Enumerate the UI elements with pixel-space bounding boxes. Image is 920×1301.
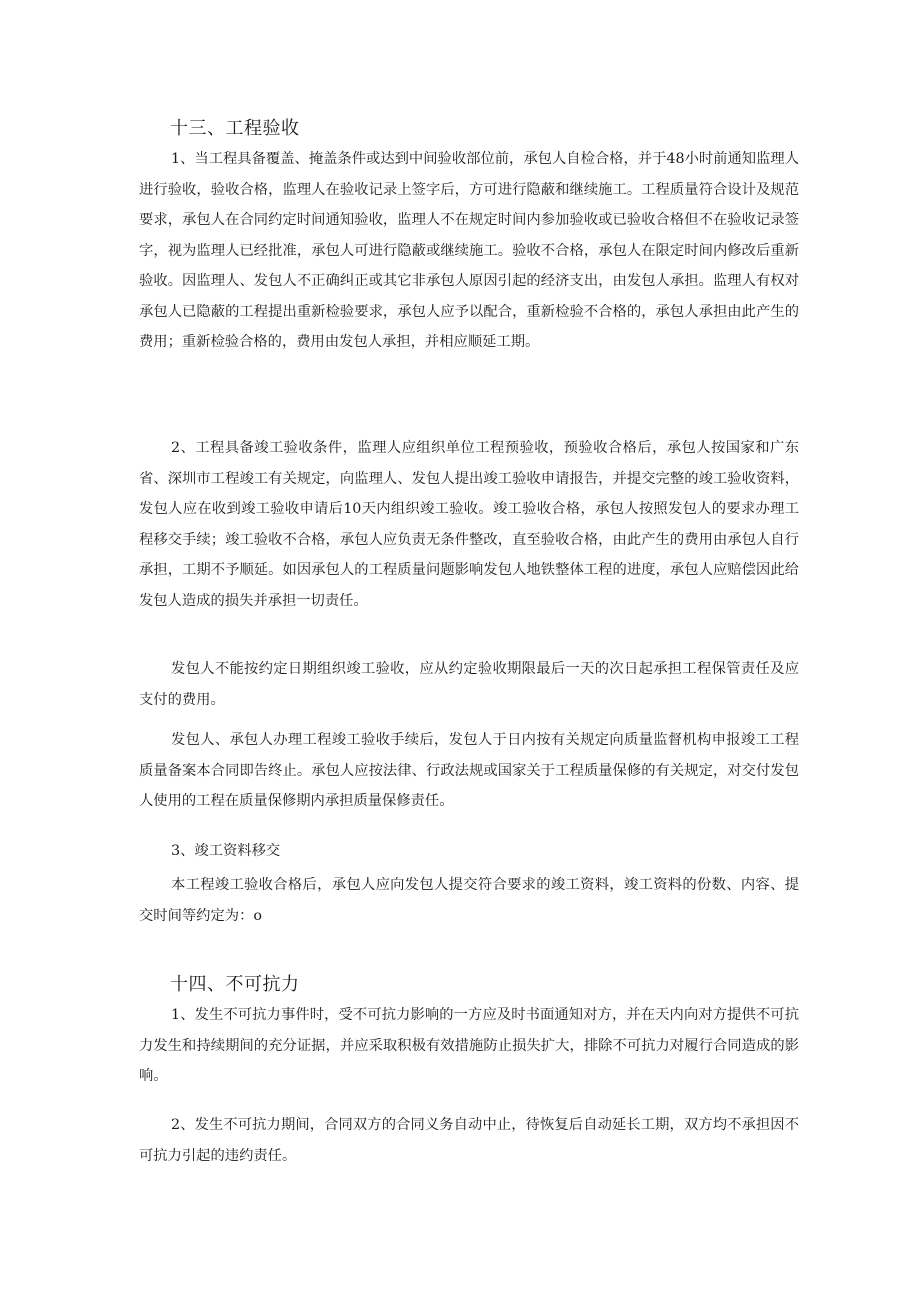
section-13-paragraph-4: 发包人、承包人办理工程竣工验收手续后，发包人于日内按有关规定向质量监督机构申报竣工工程质量备案本合同即告终止。承包人应按法律、行政法规或国家关于工程质量保修的有关规定，对交付发包人使用的工程在质量保修期内承担质量保修责任。 (139, 732, 799, 809)
section-14-title: 十四、不可抗力 (170, 974, 300, 995)
section-13-paragraph-2: 2、工程具备竣工验收条件，监理人应组织单位工程预验收，预验收合格后，承包人按国家和广东省、深圳市工程竣工有关规定，向监理人、发包人提出竣工验收申请报告，并提交完整的竣工验收资料，发包人应在收到竣工验收申请后10天内组织竣工验收。竣工验收合格，承包人按照发包人的要求办理工程移交手续；竣工验收不合格，承包人应负责无条件整改，直至验收合格，由此产生的费用由承包人自行承担，工期不予顺延。如因承包人的工程质量问题影响发包人地铁整体工程的进度，承包人应赔偿因此给发包人造成的损失并承担一切责任。 (139, 440, 799, 609)
section-13-paragraph-3: 发包人不能按约定日期组织竣工验收，应从约定验收期限最后一天的次日起承担工程保管责任及应支付的费用。 (139, 661, 799, 708)
section-14-paragraph-1: 1、发生不可抗力事件时，受不可抗力影响的一方应及时书面通知对方，并在天内向对方提供不可抗力发生和持续期间的充分证据，并应采取积极有效措施防止损失扩大，排除不可抗力对履行合同造成的影响。 (139, 1007, 799, 1084)
section-13-paragraph-1: 1、当工程具备覆盖、掩盖条件或达到中间验收部位前，承包人自检合格，并于48小时前通知监理人进行验收，验收合格，监理人在验收记录上签字后，方可进行隐蔽和继续施工。工程质量符合设计及规范要求，承包人在合同约定时间通知验收，监理人不在规定时间内参加验收或已验收合格但不在验收记录签字，视为监理人已经批准，承包人可进行隐蔽或继续施工。验收不合格，承包人在限定时间内修改后重新验收。因监理人、发包人不正确纠正或其它非承包人原因引起的经济支出，由发包人承担。监理人有权对承包人已隐蔽的工程提出重新检验要求，承包人应予以配合，重新检验不合格的，承包人承担由此产生的费用；重新检验合格的，费用由发包人承担，并相应顺延工期。 (139, 151, 799, 350)
section-13-title: 十三、工程验收 (170, 118, 300, 139)
section-14-paragraph-2: 2、发生不可抗力期间，合同双方的合同义务自动中止，待恢复后自动延长工期，双方均不承担因不可抗力引起的违约责任。 (139, 1117, 799, 1164)
section-13-paragraph-6: 本工程竣工验收合格后，承包人应向发包人提交符合要求的竣工资料，竣工资料的份数、内容、提交时间等约定为：o (139, 877, 799, 924)
section-13-subheading-3: 3、竣工资料移交 (171, 843, 281, 859)
